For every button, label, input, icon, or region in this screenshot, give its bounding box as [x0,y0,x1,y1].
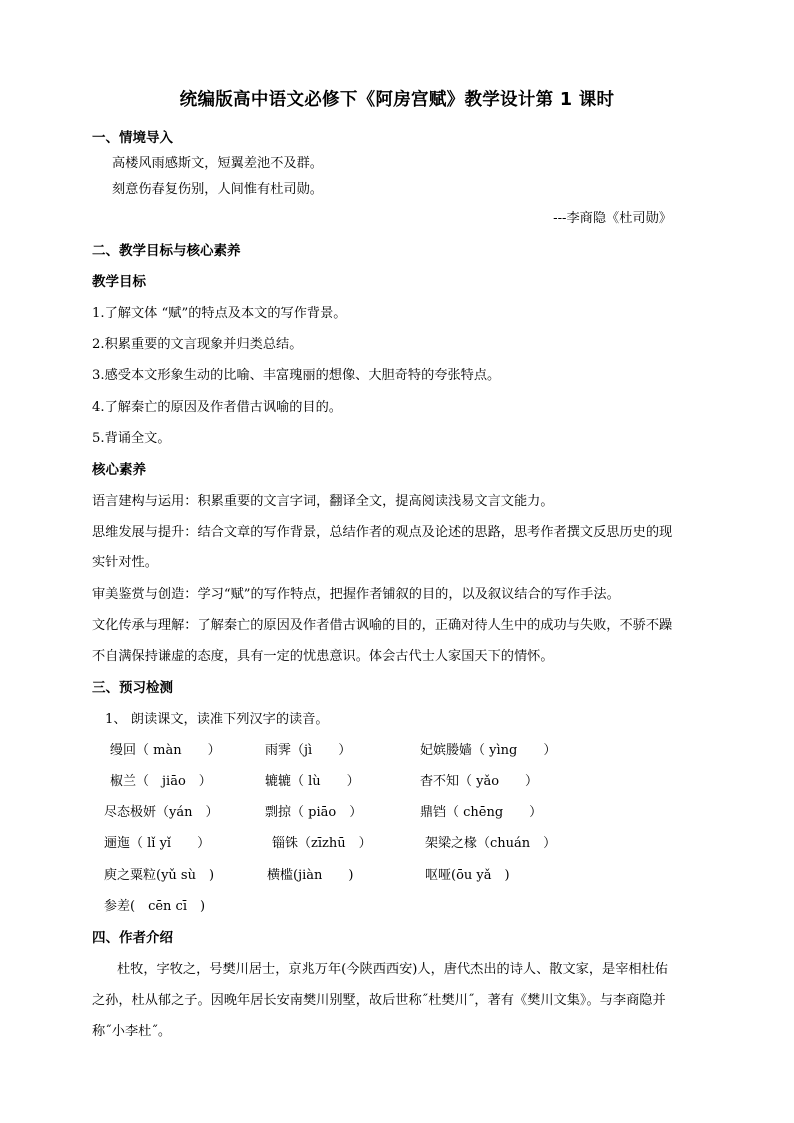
pinyin-item: 架梁之椽（chuán ） [425,836,557,851]
pinyin-item: 尽态极妍（yán ） [104,805,219,820]
section-heading-preview: 三、预习检测 [92,680,173,696]
pinyin-item: 逦迤（ lǐ yǐ ） [104,836,211,851]
pinyin-item: 参差( cēn cī ) [104,899,206,914]
pinyin-item: 横槛(jiàn ) [267,868,354,883]
pinyin-item: 呕哑(ōu yǎ ) [425,868,510,883]
core-literacy-line: 审美鉴赏与创造：学习“赋”的写作特点，把握作者铺叙的目的，以及叙议结合的写作手法。 [92,587,620,602]
poem-line: 高楼风雨感斯文，短翼差池不及群。 [112,156,323,171]
poem-line: 刻意伤春复伤别，人间惟有杜司勋。 [112,182,323,197]
goal-item: 4.了解秦亡的原因及作者借古讽喻的目的。 [92,400,342,415]
pinyin-item: 椒兰（ jiāo ） [110,774,212,789]
pinyin-item: 辘辘（ lù ） [265,774,360,789]
goal-item: 3.感受本文形象生动的比喻、丰富瑰丽的想像、大胆奇特的夸张特点。 [92,368,501,383]
document-title: 统编版高中语文必修下《阿房宫赋》教学设计第 1 课时 [179,90,615,110]
goal-item: 5.背诵全文。 [92,431,171,446]
goal-item: 2.积累重要的文言现象并归类总结。 [92,337,303,352]
question-prompt: 1、 朗读课文，读准下列汉字的读音。 [105,712,329,727]
core-literacy-line: 实针对性。 [92,555,158,570]
author-paragraph-line: 称˝小李杜˝。 [92,1024,172,1039]
author-paragraph-line: 之孙，杜从郁之子。因晚年居长安南樊川别墅，故后世称˝杜樊川˝，著有《樊川文集》。与李商隐并 [92,993,666,1008]
pinyin-item: 缦回（ màn ） [110,743,221,758]
pinyin-item: 雨霁（jì ） [265,743,352,758]
section-heading-goals: 二、教学目标与核心素养 [92,243,241,259]
core-literacy-line: 文化传承与理解：了解秦亡的原因及作者借古讽喻的目的，正确对待人生中的成功与失败，不骄不躁 [92,618,673,633]
poem-attribution: ---李商隐《杜司勋》 [553,211,672,226]
pinyin-item: 妃嫔媵嫱（ yìng ） [420,743,557,758]
section-heading-author: 四、作者介绍 [92,930,173,946]
pinyin-item: 锱铢（zīzhū ） [272,836,372,851]
core-literacy-line: 思维发展与提升：结合文章的写作背景，总结作者的观点及论述的思路，思考作者撰文反思历史的现 [92,525,673,540]
goal-item: 1.了解文体 “赋”的特点及本文的写作背景。 [92,306,347,321]
subheading-core-literacy: 核心素养 [92,462,146,478]
core-literacy-line: 语言建构与运用：积累重要的文言字词，翻译全文，提高阅读浅易文言文能力。 [92,494,554,509]
section-heading-intro: 一、情境导入 [92,130,173,146]
pinyin-item: 庾之粟粒(yǔ sù ) [104,868,215,883]
pinyin-item: 杳不知（ yǎo ） [420,774,539,789]
author-paragraph-line: 杜牧，字牧之，号樊川居士，京兆万年(今陕西西安)人，唐代杰出的诗人、散文家，是宰相杜佑 [117,962,668,977]
pinyin-item: 剽掠（ piāo ） [265,805,363,820]
core-literacy-line: 不自满保持谦虚的态度，具有一定的忧患意识。体会古代士人家国天下的情怀。 [92,649,554,664]
pinyin-item: 鼎铛（ chēng ） [420,805,543,820]
subheading-teaching-goals: 教学目标 [92,274,146,290]
